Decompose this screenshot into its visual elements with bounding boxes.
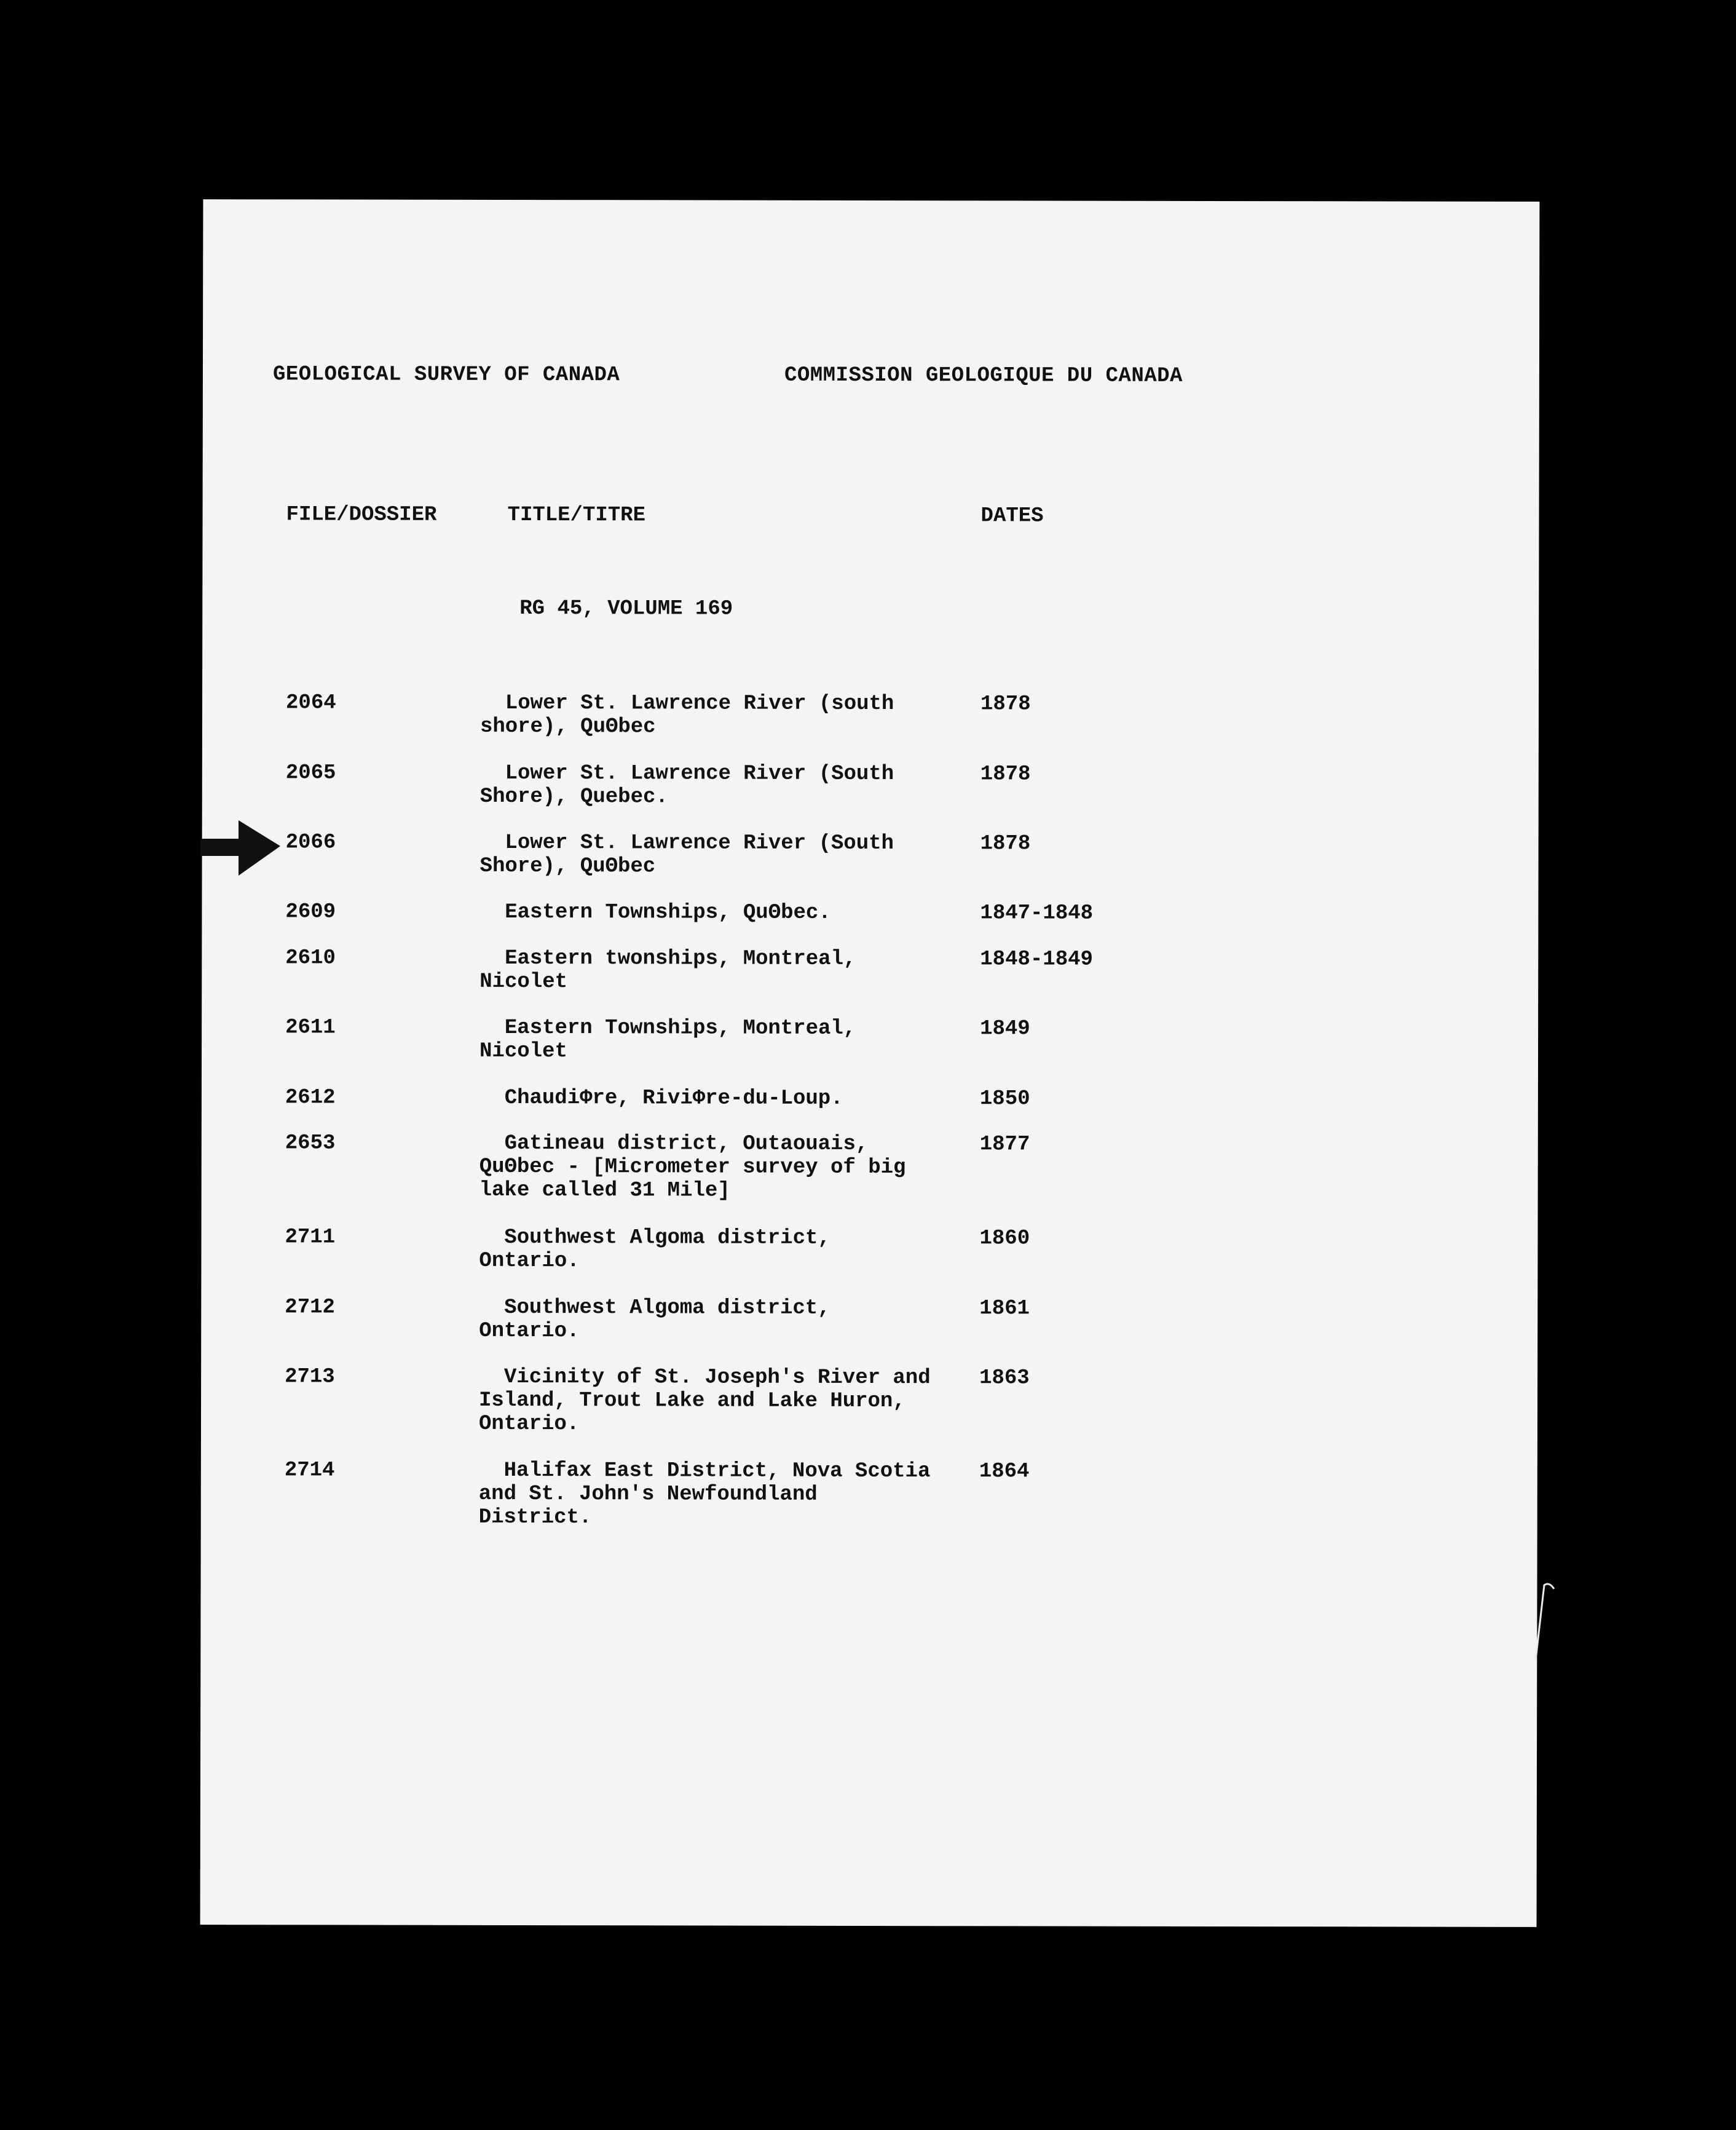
volume-heading: RG 45, VOLUME 169 xyxy=(519,597,733,621)
file-number: 2066 xyxy=(285,831,336,855)
file-number: 2064 xyxy=(285,691,336,715)
file-dates: 1864 xyxy=(979,1460,1030,1484)
file-number: 2714 xyxy=(284,1459,335,1483)
file-number: 2065 xyxy=(285,761,336,785)
header-french: COMMISSION GEOLOGIQUE DU CANADA xyxy=(784,363,1183,388)
file-title: Gatineau district, Outaouais, QuΘbec - [Micrometer survey of big lake called 31 Mile] xyxy=(479,1131,906,1203)
file-number: 2653 xyxy=(285,1131,336,1155)
file-number: 2609 xyxy=(285,900,336,924)
file-number: 2711 xyxy=(285,1225,336,1249)
file-dates: 1863 xyxy=(979,1366,1030,1390)
arrow-right-icon xyxy=(200,820,280,876)
column-header-title: TITLE/TITRE xyxy=(507,503,646,528)
file-dates: 1850 xyxy=(979,1087,1030,1111)
file-title: Lower St. Lawrence River (south shore), QuΘbec xyxy=(479,691,894,739)
file-dates: 1878 xyxy=(980,692,1031,716)
header-english: GEOLOGICAL SURVEY OF CANADA xyxy=(272,363,620,387)
column-header-file: FILE/DOSSIER xyxy=(286,503,437,527)
file-title: Eastern Townships, QuΘbec. xyxy=(479,900,831,925)
file-dates: 1847-1848 xyxy=(980,901,1094,925)
file-number: 2612 xyxy=(285,1086,336,1110)
file-number: 2610 xyxy=(285,946,336,970)
file-dates: 1878 xyxy=(980,832,1031,856)
file-number: 2712 xyxy=(285,1296,335,1320)
file-dates: 1878 xyxy=(980,762,1031,786)
file-title: Halifax East District, Nova Scotia and St. John's Newfoundland District. xyxy=(478,1459,931,1530)
file-dates: 1848-1849 xyxy=(980,948,1093,972)
file-dates: 1860 xyxy=(979,1227,1030,1251)
file-title: Vicinity of St. Joseph's River and Island, Trout Lake and Lake Huron, Ontario. xyxy=(478,1365,931,1436)
file-dates: 1849 xyxy=(980,1017,1030,1041)
file-title: Southwest Algoma district, Ontario. xyxy=(479,1225,831,1273)
file-title: Lower St. Lawrence River (South Shore), QuΘbec xyxy=(479,831,894,879)
page-edge-mark xyxy=(1531,1580,1555,1660)
file-title: Eastern twonships, Montreal, Nicolet xyxy=(479,946,856,994)
document-page xyxy=(200,199,1540,1927)
column-header-dates: DATES xyxy=(980,504,1044,528)
file-title: Southwest Algoma district, Ontario. xyxy=(479,1296,831,1344)
file-title: ChaudiΦre, RiviΦre-du-Loup. xyxy=(479,1086,843,1111)
file-title: Lower St. Lawrence River (South Shore), Quebec. xyxy=(479,761,894,809)
file-number: 2611 xyxy=(285,1016,336,1040)
file-number: 2713 xyxy=(285,1365,335,1389)
file-dates: 1877 xyxy=(979,1133,1030,1157)
file-title: Eastern Townships, Montreal, Nicolet xyxy=(479,1016,856,1064)
file-dates: 1861 xyxy=(979,1297,1030,1321)
